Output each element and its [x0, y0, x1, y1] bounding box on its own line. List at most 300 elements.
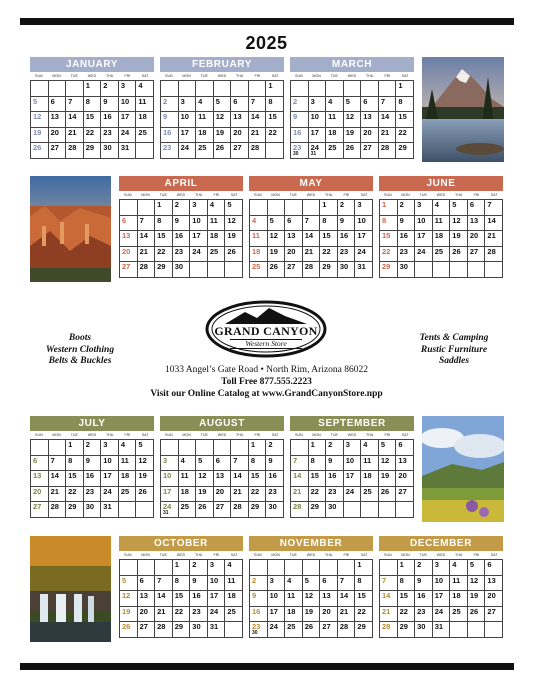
day-cell[interactable] — [161, 97, 179, 113]
day-cell[interactable] — [225, 216, 243, 232]
day-cell[interactable] — [161, 112, 179, 128]
day-cell[interactable] — [355, 262, 373, 278]
day-cell[interactable] — [231, 456, 249, 472]
day-cell[interactable] — [49, 112, 67, 128]
day-cell[interactable] — [66, 440, 84, 456]
day-cell[interactable] — [196, 112, 214, 128]
day-cell[interactable] — [138, 560, 156, 576]
day-cell[interactable] — [415, 262, 433, 278]
day-cell[interactable] — [250, 247, 268, 263]
day-cell[interactable] — [361, 471, 379, 487]
day-cell[interactable] — [173, 231, 191, 247]
day-cell[interactable] — [266, 81, 284, 97]
day-cell[interactable] — [398, 200, 416, 216]
day-cell[interactable] — [450, 607, 468, 623]
day-cell[interactable] — [361, 502, 379, 518]
day-cell[interactable] — [161, 440, 179, 456]
day-cell[interactable] — [291, 471, 309, 487]
day-cell[interactable] — [338, 262, 356, 278]
day-cell[interactable] — [214, 128, 232, 144]
day-cell[interactable] — [231, 471, 249, 487]
day-cell[interactable] — [179, 81, 197, 97]
day-cell[interactable] — [379, 487, 397, 503]
day-cell[interactable] — [338, 622, 356, 638]
day-cell[interactable] — [214, 440, 232, 456]
day-cell[interactable] — [249, 143, 267, 159]
day-cell[interactable] — [66, 112, 84, 128]
day-cell[interactable] — [285, 216, 303, 232]
day-cell[interactable] — [320, 622, 338, 638]
day-cell[interactable] — [49, 502, 67, 518]
day-cell[interactable] — [173, 607, 191, 623]
day-cell[interactable] — [101, 440, 119, 456]
day-cell[interactable] — [31, 487, 49, 503]
day-cell[interactable] — [208, 560, 226, 576]
day-cell[interactable] — [266, 143, 284, 159]
day-cell[interactable] — [190, 607, 208, 623]
day-cell[interactable] — [66, 128, 84, 144]
day-cell[interactable] — [249, 112, 267, 128]
day-cell[interactable] — [303, 560, 321, 576]
day-cell[interactable] — [31, 456, 49, 472]
day-cell[interactable] — [285, 262, 303, 278]
day-cell[interactable] — [120, 231, 138, 247]
day-cell[interactable] — [119, 97, 137, 113]
day-cell[interactable] — [173, 200, 191, 216]
day-cell[interactable] — [450, 200, 468, 216]
day-cell[interactable] — [214, 471, 232, 487]
day-cell[interactable] — [379, 97, 397, 113]
day-cell[interactable] — [66, 487, 84, 503]
day-cell[interactable] — [120, 560, 138, 576]
day-cell[interactable] — [250, 560, 268, 576]
day-cell[interactable] — [380, 231, 398, 247]
day-cell[interactable] — [84, 440, 102, 456]
day-cell[interactable] — [101, 487, 119, 503]
day-cell[interactable] — [196, 97, 214, 113]
day-cell[interactable] — [291, 487, 309, 503]
day-cell[interactable] — [338, 216, 356, 232]
day-cell[interactable] — [415, 200, 433, 216]
day-cell[interactable] — [355, 560, 373, 576]
day-cell[interactable] — [433, 622, 451, 638]
day-cell[interactable] — [326, 502, 344, 518]
day-cell[interactable] — [31, 143, 49, 159]
day-cell[interactable] — [326, 487, 344, 503]
day-cell[interactable] — [214, 97, 232, 113]
day-cell[interactable] — [49, 97, 67, 113]
day-cell[interactable] — [208, 216, 226, 232]
day-cell[interactable] — [326, 143, 344, 159]
day-cell[interactable] — [415, 576, 433, 592]
day-cell[interactable] — [138, 262, 156, 278]
day-cell[interactable] — [379, 112, 397, 128]
day-cell[interactable] — [380, 216, 398, 232]
day-cell[interactable] — [66, 456, 84, 472]
day-cell[interactable] — [320, 560, 338, 576]
day-cell[interactable] — [249, 81, 267, 97]
day-cell[interactable] — [49, 128, 67, 144]
day-cell[interactable] — [433, 607, 451, 623]
day-cell[interactable] — [326, 128, 344, 144]
day-cell[interactable] — [136, 471, 154, 487]
day-cell[interactable] — [433, 247, 451, 263]
day-cell[interactable] — [285, 200, 303, 216]
day-cell[interactable] — [190, 216, 208, 232]
day-cell[interactable] — [214, 143, 232, 159]
day-cell[interactable] — [326, 97, 344, 113]
day-cell[interactable] — [120, 607, 138, 623]
day-cell[interactable] — [249, 487, 267, 503]
day-cell[interactable] — [268, 200, 286, 216]
day-cell[interactable] — [250, 607, 268, 623]
day-cell[interactable] — [49, 81, 67, 97]
day-cell[interactable] — [379, 440, 397, 456]
day-cell[interactable] — [66, 97, 84, 113]
day-cell[interactable] — [84, 128, 102, 144]
day-cell[interactable] — [190, 247, 208, 263]
day-cell[interactable] — [320, 200, 338, 216]
day-cell[interactable] — [250, 622, 268, 638]
day-cell[interactable] — [179, 487, 197, 503]
day-cell[interactable] — [190, 576, 208, 592]
day-cell[interactable] — [433, 262, 451, 278]
day-cell[interactable] — [49, 471, 67, 487]
day-cell[interactable] — [361, 81, 379, 97]
day-cell[interactable] — [291, 81, 309, 97]
day-cell[interactable] — [291, 456, 309, 472]
day-cell[interactable] — [285, 231, 303, 247]
day-cell[interactable] — [138, 622, 156, 638]
day-cell[interactable] — [303, 262, 321, 278]
day-cell[interactable] — [380, 576, 398, 592]
day-cell[interactable] — [415, 247, 433, 263]
day-cell[interactable] — [326, 81, 344, 97]
day-cell[interactable] — [355, 622, 373, 638]
day-cell[interactable] — [138, 200, 156, 216]
day-cell[interactable] — [415, 560, 433, 576]
day-cell[interactable] — [231, 112, 249, 128]
day-cell[interactable] — [268, 231, 286, 247]
day-cell[interactable] — [396, 440, 414, 456]
day-cell[interactable] — [138, 607, 156, 623]
day-cell[interactable] — [84, 487, 102, 503]
day-cell[interactable] — [250, 262, 268, 278]
day-cell[interactable] — [190, 622, 208, 638]
day-cell[interactable] — [120, 247, 138, 263]
day-cell[interactable] — [361, 440, 379, 456]
day-cell[interactable] — [266, 128, 284, 144]
day-cell[interactable] — [380, 607, 398, 623]
day-cell[interactable] — [338, 231, 356, 247]
day-cell[interactable] — [344, 143, 362, 159]
day-cell[interactable] — [101, 502, 119, 518]
day-cell[interactable] — [179, 112, 197, 128]
day-cell[interactable] — [450, 560, 468, 576]
day-cell[interactable] — [326, 112, 344, 128]
day-cell[interactable] — [84, 502, 102, 518]
day-cell[interactable] — [136, 128, 154, 144]
day-cell[interactable] — [309, 112, 327, 128]
day-cell[interactable] — [208, 591, 226, 607]
day-cell[interactable] — [485, 200, 503, 216]
day-cell[interactable] — [138, 247, 156, 263]
day-cell[interactable] — [155, 200, 173, 216]
day-cell[interactable] — [396, 487, 414, 503]
day-cell[interactable] — [196, 128, 214, 144]
day-cell[interactable] — [285, 576, 303, 592]
day-cell[interactable] — [380, 591, 398, 607]
day-cell[interactable] — [326, 471, 344, 487]
day-cell[interactable] — [379, 471, 397, 487]
day-cell[interactable] — [396, 97, 414, 113]
day-cell[interactable] — [138, 231, 156, 247]
day-cell[interactable] — [268, 262, 286, 278]
day-cell[interactable] — [303, 622, 321, 638]
day-cell[interactable] — [320, 607, 338, 623]
day-cell[interactable] — [250, 216, 268, 232]
day-cell[interactable] — [303, 200, 321, 216]
day-cell[interactable] — [31, 502, 49, 518]
day-cell[interactable] — [136, 487, 154, 503]
day-cell[interactable] — [173, 247, 191, 263]
day-cell[interactable] — [190, 231, 208, 247]
day-cell[interactable] — [309, 440, 327, 456]
day-cell[interactable] — [120, 216, 138, 232]
day-cell[interactable] — [303, 607, 321, 623]
day-cell[interactable] — [361, 97, 379, 113]
day-cell[interactable] — [49, 143, 67, 159]
day-cell[interactable] — [320, 231, 338, 247]
day-cell[interactable] — [268, 216, 286, 232]
day-cell[interactable] — [161, 456, 179, 472]
day-cell[interactable] — [173, 216, 191, 232]
day-cell[interactable] — [415, 607, 433, 623]
day-cell[interactable] — [196, 487, 214, 503]
day-cell[interactable] — [485, 576, 503, 592]
day-cell[interactable] — [338, 607, 356, 623]
day-cell[interactable] — [396, 456, 414, 472]
day-cell[interactable] — [190, 262, 208, 278]
day-cell[interactable] — [250, 200, 268, 216]
day-cell[interactable] — [468, 231, 486, 247]
day-cell[interactable] — [66, 471, 84, 487]
day-cell[interactable] — [309, 128, 327, 144]
day-cell[interactable] — [266, 471, 284, 487]
day-cell[interactable] — [208, 622, 226, 638]
day-cell[interactable] — [101, 456, 119, 472]
day-cell[interactable] — [231, 487, 249, 503]
day-cell[interactable] — [266, 487, 284, 503]
day-cell[interactable] — [250, 576, 268, 592]
day-cell[interactable] — [136, 502, 154, 518]
day-cell[interactable] — [415, 231, 433, 247]
day-cell[interactable] — [155, 576, 173, 592]
day-cell[interactable] — [155, 216, 173, 232]
day-cell[interactable] — [320, 576, 338, 592]
day-cell[interactable] — [380, 247, 398, 263]
day-cell[interactable] — [379, 456, 397, 472]
day-cell[interactable] — [31, 440, 49, 456]
day-cell[interactable] — [291, 502, 309, 518]
day-cell[interactable] — [179, 97, 197, 113]
day-cell[interactable] — [355, 607, 373, 623]
day-cell[interactable] — [344, 502, 362, 518]
day-cell[interactable] — [344, 456, 362, 472]
day-cell[interactable] — [161, 81, 179, 97]
day-cell[interactable] — [320, 591, 338, 607]
day-cell[interactable] — [485, 622, 503, 638]
day-cell[interactable] — [208, 231, 226, 247]
day-cell[interactable] — [415, 216, 433, 232]
day-cell[interactable] — [468, 200, 486, 216]
day-cell[interactable] — [303, 231, 321, 247]
day-cell[interactable] — [214, 112, 232, 128]
day-cell[interactable] — [285, 622, 303, 638]
day-cell[interactable] — [285, 607, 303, 623]
day-cell[interactable] — [344, 97, 362, 113]
day-cell[interactable] — [196, 471, 214, 487]
day-cell[interactable] — [338, 200, 356, 216]
day-cell[interactable] — [285, 247, 303, 263]
day-cell[interactable] — [266, 112, 284, 128]
day-cell[interactable] — [231, 440, 249, 456]
day-cell[interactable] — [208, 576, 226, 592]
day-cell[interactable] — [450, 576, 468, 592]
day-cell[interactable] — [120, 576, 138, 592]
day-cell[interactable] — [398, 216, 416, 232]
day-cell[interactable] — [398, 231, 416, 247]
day-cell[interactable] — [398, 560, 416, 576]
day-cell[interactable] — [208, 262, 226, 278]
day-cell[interactable] — [326, 456, 344, 472]
day-cell[interactable] — [433, 231, 451, 247]
day-cell[interactable] — [379, 128, 397, 144]
day-cell[interactable] — [380, 622, 398, 638]
day-cell[interactable] — [136, 81, 154, 97]
day-cell[interactable] — [161, 471, 179, 487]
day-cell[interactable] — [231, 128, 249, 144]
day-cell[interactable] — [196, 456, 214, 472]
day-cell[interactable] — [433, 216, 451, 232]
day-cell[interactable] — [31, 112, 49, 128]
day-cell[interactable] — [485, 231, 503, 247]
day-cell[interactable] — [119, 112, 137, 128]
day-cell[interactable] — [138, 591, 156, 607]
day-cell[interactable] — [415, 622, 433, 638]
day-cell[interactable] — [268, 607, 286, 623]
day-cell[interactable] — [396, 128, 414, 144]
day-cell[interactable] — [268, 622, 286, 638]
day-cell[interactable] — [291, 440, 309, 456]
day-cell[interactable] — [450, 591, 468, 607]
day-cell[interactable] — [398, 622, 416, 638]
day-cell[interactable] — [225, 231, 243, 247]
day-cell[interactable] — [320, 216, 338, 232]
day-cell[interactable] — [450, 231, 468, 247]
day-cell[interactable] — [379, 502, 397, 518]
day-cell[interactable] — [361, 487, 379, 503]
day-cell[interactable] — [268, 560, 286, 576]
day-cell[interactable] — [450, 622, 468, 638]
day-cell[interactable] — [291, 112, 309, 128]
day-cell[interactable] — [433, 576, 451, 592]
day-cell[interactable] — [66, 502, 84, 518]
day-cell[interactable] — [136, 440, 154, 456]
day-cell[interactable] — [119, 440, 137, 456]
day-cell[interactable] — [285, 591, 303, 607]
day-cell[interactable] — [173, 576, 191, 592]
day-cell[interactable] — [344, 487, 362, 503]
day-cell[interactable] — [249, 440, 267, 456]
day-cell[interactable] — [49, 456, 67, 472]
day-cell[interactable] — [396, 143, 414, 159]
day-cell[interactable] — [31, 97, 49, 113]
day-cell[interactable] — [468, 262, 486, 278]
day-cell[interactable] — [433, 560, 451, 576]
day-cell[interactable] — [136, 97, 154, 113]
day-cell[interactable] — [250, 591, 268, 607]
day-cell[interactable] — [136, 456, 154, 472]
day-cell[interactable] — [468, 607, 486, 623]
day-cell[interactable] — [309, 456, 327, 472]
day-cell[interactable] — [225, 262, 243, 278]
day-cell[interactable] — [155, 607, 173, 623]
day-cell[interactable] — [309, 502, 327, 518]
day-cell[interactable] — [355, 247, 373, 263]
day-cell[interactable] — [155, 591, 173, 607]
day-cell[interactable] — [214, 502, 232, 518]
day-cell[interactable] — [66, 143, 84, 159]
day-cell[interactable] — [119, 487, 137, 503]
day-cell[interactable] — [338, 591, 356, 607]
day-cell[interactable] — [249, 471, 267, 487]
day-cell[interactable] — [231, 97, 249, 113]
day-cell[interactable] — [138, 216, 156, 232]
day-cell[interactable] — [101, 97, 119, 113]
day-cell[interactable] — [179, 128, 197, 144]
day-cell[interactable] — [396, 471, 414, 487]
day-cell[interactable] — [31, 128, 49, 144]
day-cell[interactable] — [398, 591, 416, 607]
day-cell[interactable] — [225, 591, 243, 607]
day-cell[interactable] — [468, 622, 486, 638]
day-cell[interactable] — [155, 231, 173, 247]
day-cell[interactable] — [361, 143, 379, 159]
day-cell[interactable] — [303, 247, 321, 263]
day-cell[interactable] — [309, 81, 327, 97]
day-cell[interactable] — [161, 487, 179, 503]
day-cell[interactable] — [379, 143, 397, 159]
day-cell[interactable] — [485, 247, 503, 263]
day-cell[interactable] — [173, 560, 191, 576]
day-cell[interactable] — [66, 81, 84, 97]
day-cell[interactable] — [344, 81, 362, 97]
day-cell[interactable] — [266, 502, 284, 518]
day-cell[interactable] — [433, 200, 451, 216]
day-cell[interactable] — [468, 216, 486, 232]
day-cell[interactable] — [138, 576, 156, 592]
day-cell[interactable] — [249, 128, 267, 144]
day-cell[interactable] — [361, 128, 379, 144]
day-cell[interactable] — [173, 262, 191, 278]
day-cell[interactable] — [208, 200, 226, 216]
day-cell[interactable] — [309, 471, 327, 487]
day-cell[interactable] — [84, 471, 102, 487]
day-cell[interactable] — [320, 247, 338, 263]
day-cell[interactable] — [268, 576, 286, 592]
day-cell[interactable] — [485, 607, 503, 623]
